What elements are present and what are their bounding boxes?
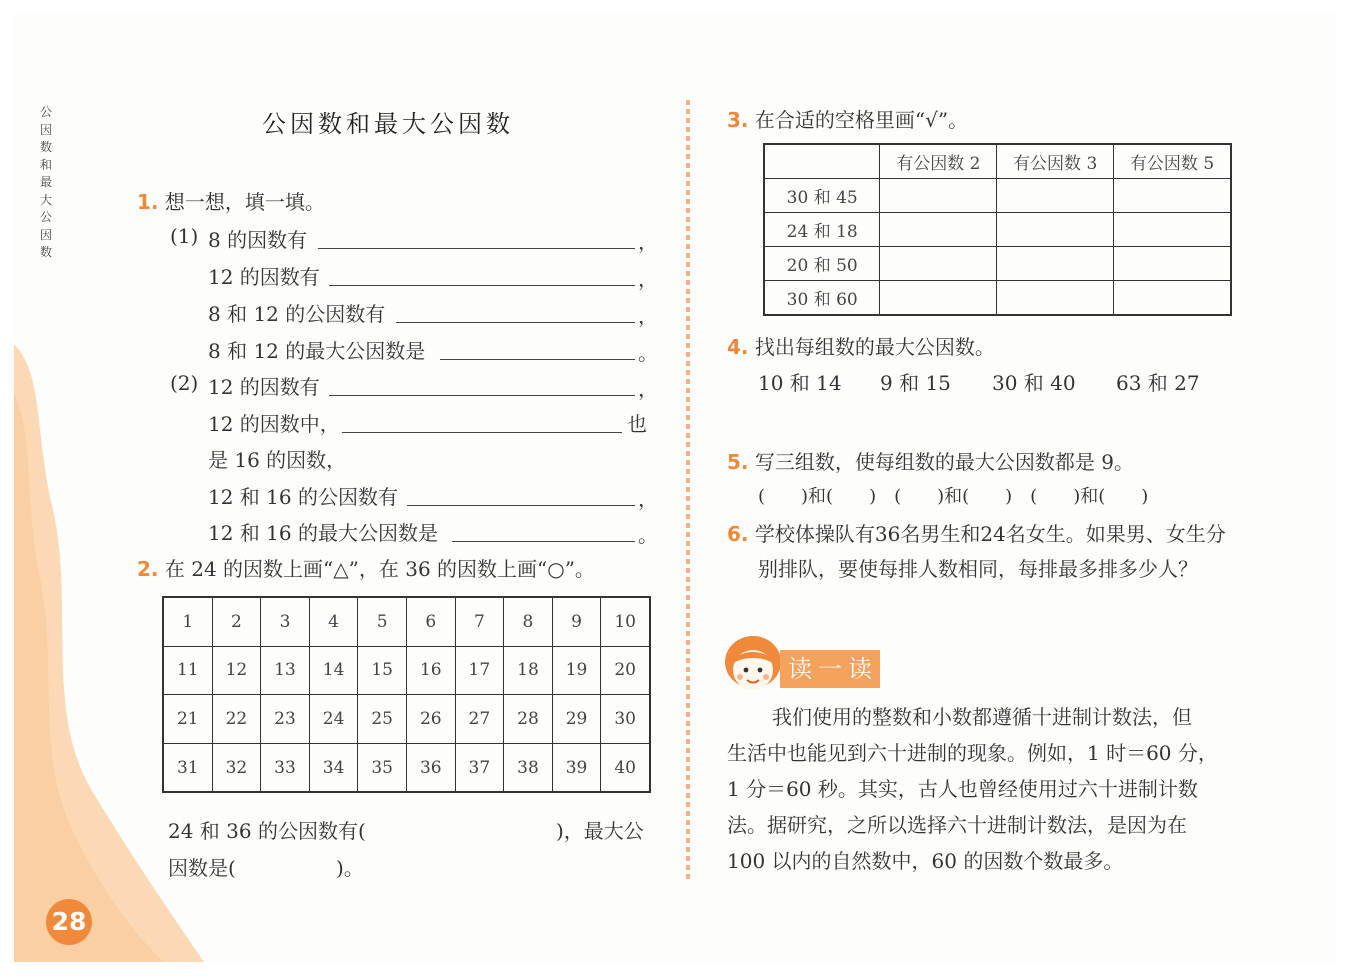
check-cell[interactable]	[997, 247, 1114, 281]
answer-line[interactable]	[342, 432, 622, 433]
question-text: 在合适的空格里画“√”。	[754, 108, 969, 132]
grid-cell[interactable]: 10	[601, 597, 650, 646]
comma: ，	[638, 377, 658, 401]
check-cell[interactable]	[997, 179, 1114, 213]
reading-tag: 读一读	[780, 650, 880, 688]
q2-answer1-end: )，最大公	[556, 819, 644, 843]
grid-cell[interactable]: 24	[309, 695, 358, 744]
grid-cell[interactable]: 21	[163, 695, 212, 744]
q6-line2: 别排队，要使每排人数相同，每排最多排多少人？	[758, 557, 1198, 581]
grid-cell[interactable]: 26	[406, 695, 455, 744]
q1-line6-text: 12 的因数中，	[208, 412, 340, 436]
grid-cell[interactable]: 8	[504, 597, 553, 646]
q2-answer1-text: 24 和 36 的公因数有(	[168, 819, 366, 843]
grid-cell[interactable]: 35	[358, 743, 407, 792]
question-number: 4.	[727, 335, 749, 359]
row-label: 30 和 60	[764, 281, 880, 316]
answer-line[interactable]	[329, 395, 635, 396]
check-cell[interactable]	[997, 213, 1114, 247]
grid-cell[interactable]: 30	[601, 695, 650, 744]
grid-cell[interactable]: 16	[406, 646, 455, 695]
check-cell[interactable]	[880, 213, 997, 247]
grid-cell[interactable]: 5	[358, 597, 407, 646]
answer-line[interactable]	[329, 285, 635, 286]
check-cell[interactable]	[1114, 281, 1231, 316]
period: 。	[638, 341, 658, 365]
pair-4: 63 和 27	[1116, 371, 1200, 395]
grid-cell[interactable]: 33	[261, 743, 310, 792]
question-number: 3.	[727, 108, 749, 132]
q1-line9-text: 12 和 16 的最大公因数是	[208, 521, 438, 545]
grid-cell[interactable]: 14	[309, 646, 358, 695]
table-row	[764, 247, 1231, 281]
question-number: 1.	[137, 190, 159, 214]
question-text: 找出每组数的最大公因数。	[754, 335, 995, 359]
table-header-cell: 有公因数 5	[1114, 144, 1231, 179]
grid-row	[163, 597, 650, 646]
grid-cell[interactable]: 40	[601, 743, 650, 792]
comma: ，	[638, 487, 658, 511]
grid-cell[interactable]: 20	[601, 646, 650, 695]
grid-row	[163, 695, 650, 744]
page-divider	[686, 100, 690, 880]
answer-line[interactable]	[407, 505, 635, 506]
question-number: 5.	[727, 450, 749, 474]
question-text: 想一想，填一填。	[164, 190, 325, 214]
grid-cell[interactable]: 15	[358, 646, 407, 695]
q1-line8-text: 12 和 16 的公因数有	[208, 485, 398, 509]
q1-part1-label: (1)	[170, 224, 199, 248]
comma: ，	[638, 230, 658, 254]
answer-line[interactable]	[318, 248, 635, 249]
q5-answer-blanks[interactable]: ( )和( ) ( )和( ) ( )和( )	[758, 486, 1149, 507]
grid-row	[163, 646, 650, 695]
question-5	[727, 446, 1134, 475]
grid-cell[interactable]: 19	[552, 646, 601, 695]
grid-cell[interactable]: 17	[455, 646, 504, 695]
grid-cell[interactable]: 25	[358, 695, 407, 744]
q1-line5-text: 12 的因数有	[208, 375, 320, 399]
answer-line[interactable]	[440, 359, 635, 360]
table-corner-cell	[764, 144, 880, 179]
grid-cell[interactable]: 27	[455, 695, 504, 744]
answer-line[interactable]	[396, 322, 635, 323]
reading-line-4: 法。据研究，之所以选择六十进制计数法，是因为在	[727, 813, 1187, 837]
pair-2: 9 和 15	[880, 371, 951, 395]
grid-cell[interactable]: 3	[261, 597, 310, 646]
period: 。	[638, 523, 658, 547]
grid-cell[interactable]: 6	[406, 597, 455, 646]
pair-1: 10 和 14	[758, 371, 842, 395]
grid-cell[interactable]: 2	[212, 597, 261, 646]
question-text: 写三组数，使每组数的最大公因数都是 9。	[754, 450, 1134, 474]
check-cell[interactable]	[1114, 213, 1231, 247]
pair-3: 30 和 40	[992, 371, 1076, 395]
check-cell[interactable]	[880, 247, 997, 281]
row-label: 24 和 18	[764, 213, 880, 247]
q1-part2-label: (2)	[170, 371, 199, 395]
question-4	[727, 331, 995, 360]
reading-line-1: 我们使用的整数和小数都遵循十进制计数法，但	[772, 705, 1192, 729]
grid-cell[interactable]: 31	[163, 743, 212, 792]
question-text: 在 24 的因数上画“△”，在 36 的因数上画“○”。	[164, 557, 595, 581]
table-row	[764, 179, 1231, 213]
q1-line3-text: 8 和 12 的公因数有	[208, 302, 386, 326]
grid-cell[interactable]: 38	[504, 743, 553, 792]
grid-cell[interactable]: 37	[455, 743, 504, 792]
grid-cell[interactable]: 13	[261, 646, 310, 695]
check-cell[interactable]	[880, 281, 997, 316]
grid-cell[interactable]: 28	[504, 695, 553, 744]
page-title: 公因数和最大公因数	[262, 110, 514, 138]
q1-line6-end: 也	[627, 412, 647, 436]
q1-line1-text: 8 的因数有	[208, 228, 308, 252]
grid-cell[interactable]: 18	[504, 646, 553, 695]
grid-cell[interactable]: 36	[406, 743, 455, 792]
comma: ，	[638, 304, 658, 328]
table-row	[764, 213, 1231, 247]
q2-answer2-text: 因数是(	[168, 856, 236, 880]
comma: ，	[638, 267, 658, 291]
q1-line4-text: 8 和 12 的最大公因数是	[208, 339, 426, 363]
check-cell[interactable]	[880, 179, 997, 213]
table-header-cell: 有公因数 2	[880, 144, 997, 179]
common-factor-table	[763, 143, 1232, 316]
question-1	[137, 186, 325, 215]
grid-cell[interactable]: 1	[163, 597, 212, 646]
question-2	[137, 553, 595, 582]
table-header-cell: 有公因数 3	[997, 144, 1114, 179]
question-text: 学校体操队有36名男生和24名女生。如果男、女生分	[754, 522, 1226, 546]
grid-cell[interactable]: 11	[163, 646, 212, 695]
question-3	[727, 104, 968, 133]
reading-line-3: 1 分＝60 秒。其实，古人也曾经使用过六十进制计数	[727, 777, 1198, 801]
q1-line2-text: 12 的因数有	[208, 265, 320, 289]
check-cell[interactable]	[1114, 247, 1231, 281]
reading-line-5: 100 以内的自然数中，60 的因数个数最多。	[727, 849, 1124, 873]
question-number: 2.	[137, 557, 159, 581]
grid-cell[interactable]: 29	[552, 695, 601, 744]
grid-cell[interactable]: 22	[212, 695, 261, 744]
grid-cell[interactable]: 32	[212, 743, 261, 792]
check-cell[interactable]	[1114, 179, 1231, 213]
check-cell[interactable]	[997, 281, 1114, 316]
answer-line[interactable]	[452, 541, 635, 542]
reading-line-2: 生活中也能见到六十进制的现象。例如，1 时＝60 分，	[727, 741, 1218, 765]
side-title: 公因数和最大公因数	[39, 105, 52, 259]
row-label: 30 和 45	[764, 179, 880, 213]
girl-face-icon	[722, 634, 784, 696]
question-number: 6.	[727, 522, 749, 546]
grid-cell[interactable]: 9	[552, 597, 601, 646]
q1-line7-text: 是 16 的因数，	[208, 448, 347, 472]
row-label: 20 和 50	[764, 247, 880, 281]
grid-cell[interactable]: 4	[309, 597, 358, 646]
grid-cell[interactable]: 34	[309, 743, 358, 792]
grid-cell[interactable]: 7	[455, 597, 504, 646]
grid-cell[interactable]: 39	[552, 743, 601, 792]
grid-row	[163, 743, 650, 792]
table-row	[764, 281, 1231, 316]
q2-answer2-end: )。	[336, 856, 364, 880]
question-6	[727, 518, 1226, 547]
grid-cell[interactable]: 12	[212, 646, 261, 695]
page-number: 28	[46, 899, 92, 945]
number-grid	[162, 596, 651, 793]
grid-cell[interactable]: 23	[261, 695, 310, 744]
